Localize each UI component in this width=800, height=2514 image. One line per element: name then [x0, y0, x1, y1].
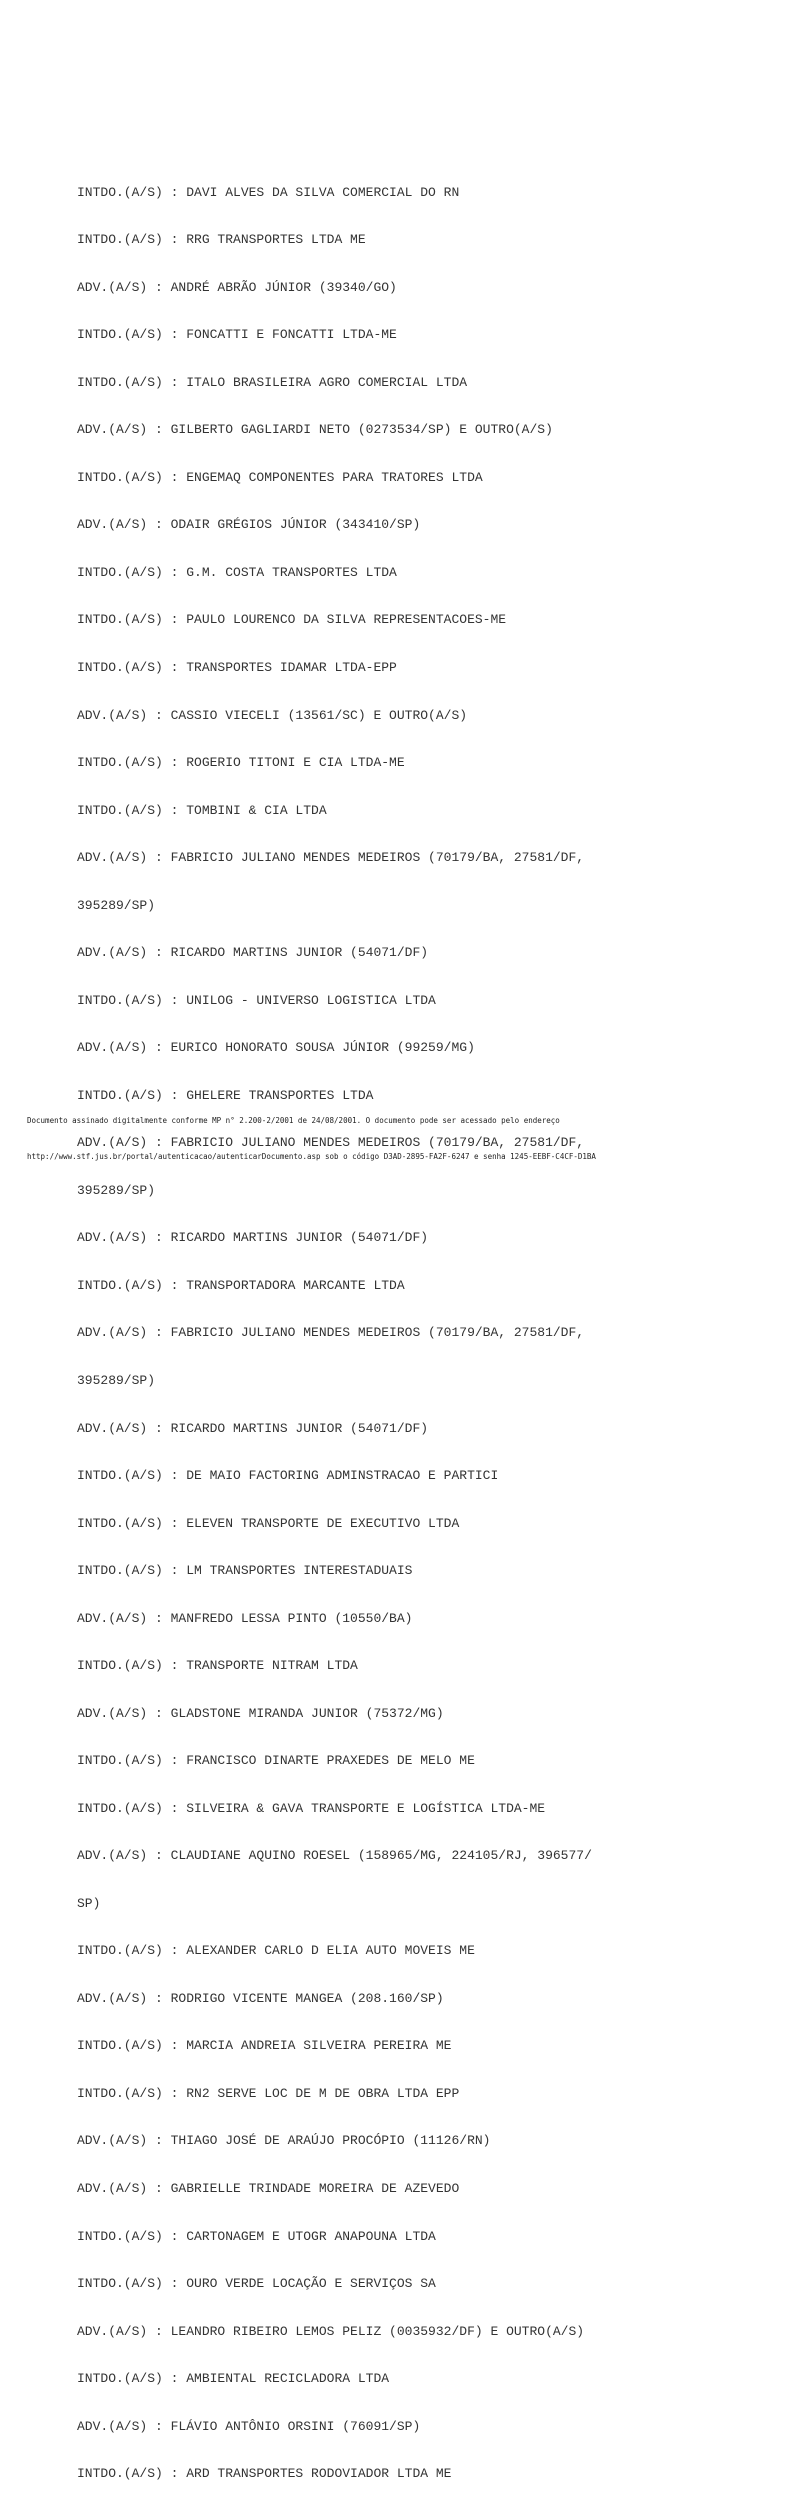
party-line: ADV.(A/S) : MANFREDO LESSA PINTO (10550/BA) — [77, 1610, 413, 1626]
party-line: INTDO.(A/S) : CARTONAGEM E UTOGR ANAPOUNA LTDA — [77, 2228, 436, 2244]
parties-list — [77, 153, 737, 2514]
party-line: ADV.(A/S) : RICARDO MARTINS JUNIOR (54071/DF) — [77, 1230, 429, 1246]
party-line: SP) — [77, 1895, 101, 1911]
party-line: INTDO.(A/S) : TOMBINI & CIA LTDA — [77, 802, 327, 818]
party-line: INTDO.(A/S) : TRANSPORTADORA MARCANTE LTDA — [77, 1277, 405, 1293]
party-line: ADV.(A/S) : EURICO HONORATO SOUSA JÚNIOR (99259/MG) — [77, 1040, 475, 1056]
party-line: ADV.(A/S) : ANDRÉ ABRÃO JÚNIOR (39340/GO) — [77, 279, 397, 295]
party-line: ADV.(A/S) : FABRICIO JULIANO MENDES MEDEIROS (70179/BA, 27581/DF, — [77, 850, 585, 866]
party-line: INTDO.(A/S) : FONCATTI E FONCATTI LTDA-ME — [77, 327, 397, 343]
party-line: ADV.(A/S) : GILBERTO GAGLIARDI NETO (0273534/SP) E OUTRO(A/S) — [77, 422, 553, 438]
party-line: ADV.(A/S) : THIAGO JOSÉ DE ARAÚJO PROCÓPIO (11126/RN) — [77, 2133, 491, 2149]
party-line: INTDO.(A/S) : ELEVEN TRANSPORTE DE EXECUTIVO LTDA — [77, 1515, 460, 1531]
party-line: INTDO.(A/S) : TRANSPORTE NITRAM LTDA — [77, 1658, 358, 1674]
party-line: INTDO.(A/S) : LM TRANSPORTES INTERESTADUAIS — [77, 1563, 413, 1579]
party-line: INTDO.(A/S) : ALEXANDER CARLO D ELIA AUTO MOVEIS ME — [77, 1943, 475, 1959]
party-line: INTDO.(A/S) : G.M. COSTA TRANSPORTES LTDA — [77, 564, 397, 580]
party-line: INTDO.(A/S) : OURO VERDE LOCAÇÃO E SERVIÇOS SA — [77, 2276, 436, 2292]
party-line: INTDO.(A/S) : RRG TRANSPORTES LTDA ME — [77, 232, 366, 248]
party-line: ADV.(A/S) : GLADSTONE MIRANDA JUNIOR (75372/MG) — [77, 1705, 444, 1721]
party-line: INTDO.(A/S) : ROGERIO TITONI E CIA LTDA-ME — [77, 755, 405, 771]
party-line: ADV.(A/S) : FABRICIO JULIANO MENDES MEDEIROS (70179/BA, 27581/DF, — [77, 1325, 585, 1341]
party-line: ADV.(A/S) : CASSIO VIECELI (13561/SC) E OUTRO(A/S) — [77, 707, 468, 723]
party-line: INTDO.(A/S) : ENGEMAQ COMPONENTES PARA TRATORES LTDA — [77, 469, 483, 485]
party-line: ADV.(A/S) : LEANDRO RIBEIRO LEMOS PELIZ (0035932/DF) E OUTRO(A/S) — [77, 2323, 585, 2339]
party-line: ADV.(A/S) : CLAUDIANE AQUINO ROESEL (158965/MG, 224105/RJ, 396577/ — [77, 1848, 592, 1864]
party-line: INTDO.(A/S) : SILVEIRA & GAVA TRANSPORTE E LOGÍSTICA LTDA-ME — [77, 1800, 546, 1816]
party-line: INTDO.(A/S) : ARD TRANSPORTES RODOVIADOR LTDA ME — [77, 2466, 452, 2482]
party-line: ADV.(A/S) : ODAIR GRÉGIOS JÚNIOR (343410/SP) — [77, 517, 421, 533]
party-line: ADV.(A/S) : FLÁVIO ANTÔNIO ORSINI (76091/SP) — [77, 2418, 421, 2434]
digital-signature-footer — [27, 1091, 787, 1187]
party-line: INTDO.(A/S) : ITALO BRASILEIRA AGRO COMERCIAL LTDA — [77, 374, 468, 390]
party-line: 395289/SP) — [77, 1182, 156, 1198]
party-line: INTDO.(A/S) : RN2 SERVE LOC DE M DE OBRA LTDA EPP — [77, 2085, 460, 2101]
party-line: 395289/SP) — [77, 1372, 156, 1388]
authentication-url: http://www.stf.jus.br/portal/autenticacao/autenticarDocumento.asp sob o código D3AD-2895-FA2F-6247 e senha 1245-EEBF-C4CF-D1BA — [27, 1152, 596, 1161]
party-line: INTDO.(A/S) : TRANSPORTES IDAMAR LTDA-EPP — [77, 660, 397, 675]
party-line: ADV.(A/S) : FABRICIO JULIANO MENDES MEDEIROS (70179/BA, 27581/DF, — [77, 1135, 585, 1151]
party-line: INTDO.(A/S) : GHELERE TRANSPORTES LTDA — [77, 1087, 374, 1103]
party-line: 395289/SP) — [77, 897, 156, 913]
party-line: INTDO.(A/S) : DE MAIO FACTORING ADMINSTRACAO E PARTICI — [77, 1468, 499, 1484]
party-line: INTDO.(A/S) : PAULO LOURENCO DA SILVA REPRESENTACOES-ME — [77, 612, 507, 628]
party-line: INTDO.(A/S) : UNILOG - UNIVERSO LOGISTICA LTDA — [77, 992, 436, 1008]
party-line: ADV.(A/S) : RICARDO MARTINS JUNIOR (54071/DF) — [77, 945, 429, 961]
party-line: INTDO.(A/S) : MARCIA ANDREIA SILVEIRA PEREIRA ME — [77, 2038, 452, 2054]
party-line: INTDO.(A/S) : AMBIENTAL RECICLADORA LTDA — [77, 2371, 390, 2387]
party-line: ADV.(A/S) : RICARDO MARTINS JUNIOR (54071/DF) — [77, 1420, 429, 1436]
party-line: ADV.(A/S) : GABRIELLE TRINDADE MOREIRA DE AZEVEDO — [77, 2181, 460, 2196]
party-line: INTDO.(A/S) : FRANCISCO DINARTE PRAXEDES DE MELO ME — [77, 1753, 475, 1769]
party-line: INTDO.(A/S) : DAVI ALVES DA SILVA COMERCIAL DO RN — [77, 184, 460, 200]
party-line: ADV.(A/S) : RODRIGO VICENTE MANGEA (208.160/SP) — [77, 1990, 444, 2006]
signature-notice: Documento assinado digitalmente conforme MP n° 2.200-2/2001 de 24/08/2001. O documento pode ser acessado pelo endereço — [27, 1116, 560, 1125]
